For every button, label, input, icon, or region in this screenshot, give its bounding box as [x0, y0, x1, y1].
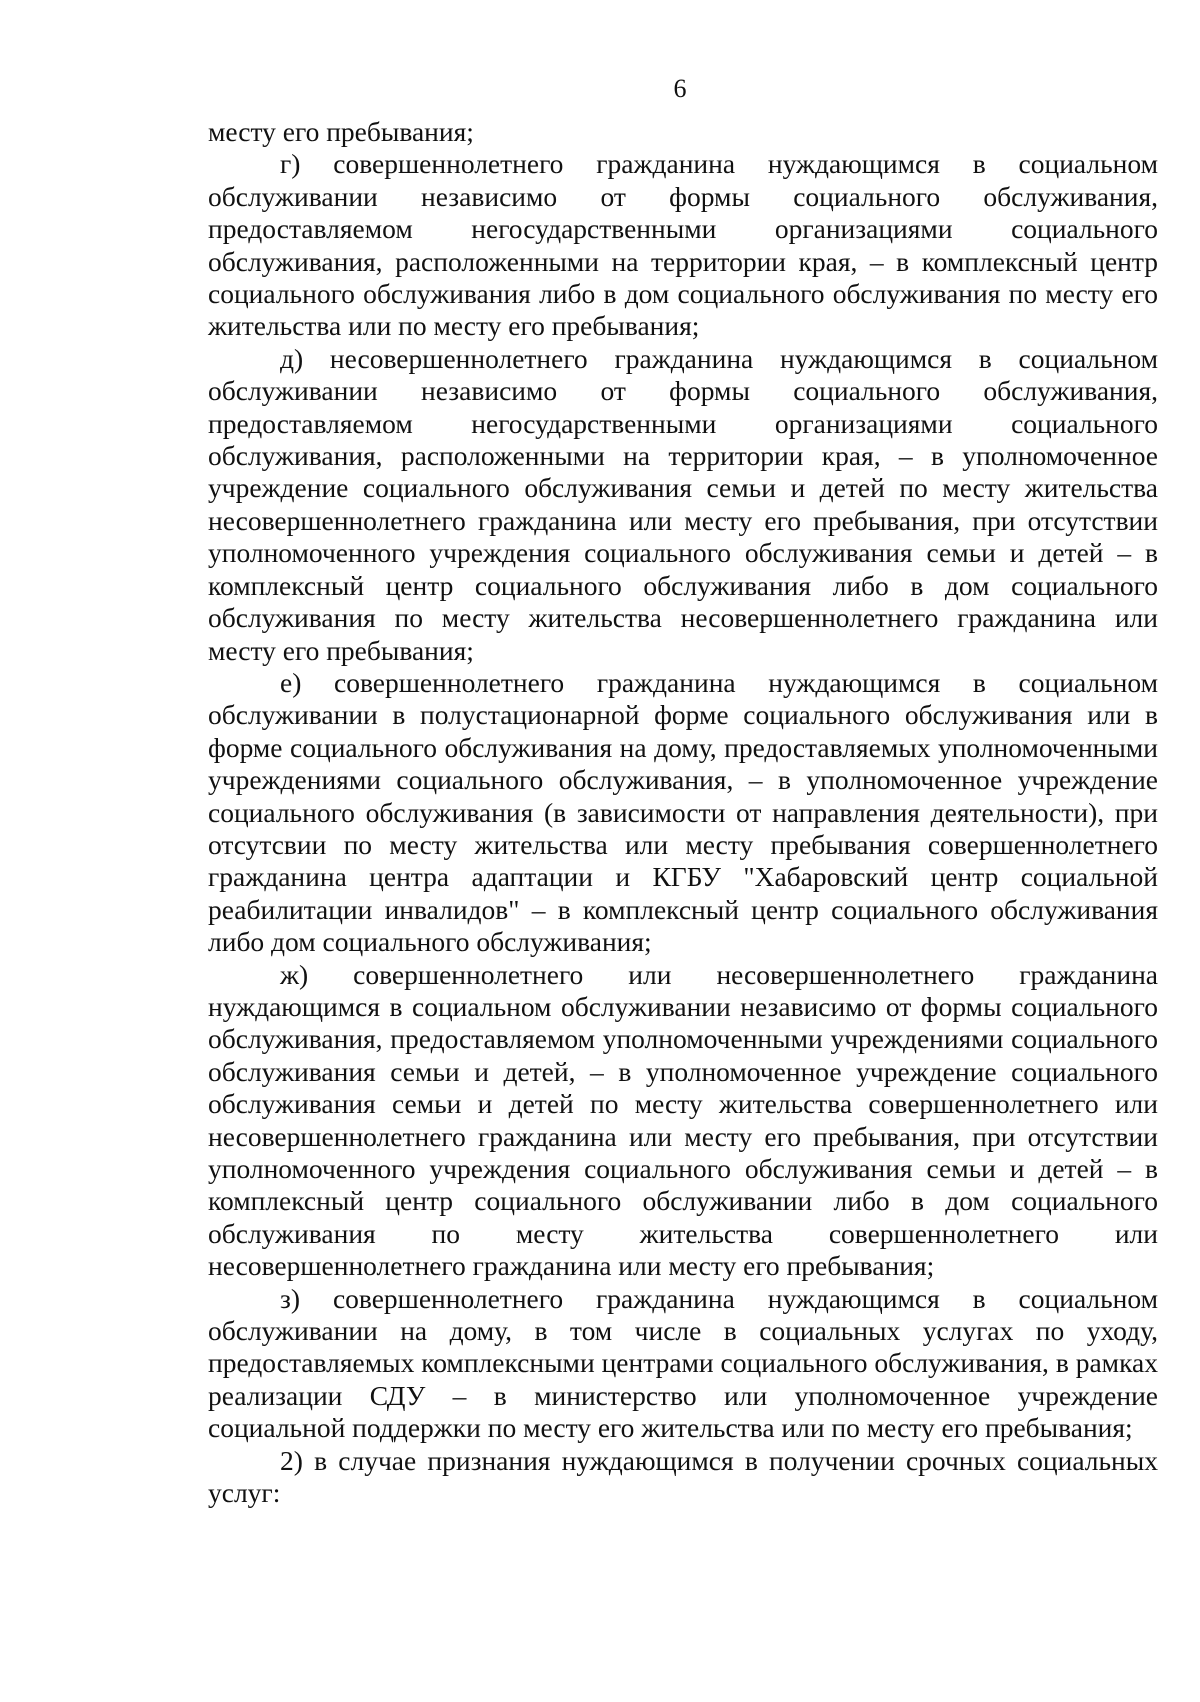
paragraph-item-z: з) совершеннолетнего гражданина нуждающимся в социальном обслуживании на дому, в том числе в социальных услугах по уходу, предоставляемых комплексными центрами социального обслуживания, в рамках реализации СДУ – в министерство или уполномоченное учреждение социальной поддержки по месту его жительства или по месту его пребывания; [208, 1282, 1158, 1444]
paragraph-item-e: е) совершеннолетнего гражданина нуждающимся в социальном обслуживании в полустационарной форме социального обслуживания или в форме социального обслуживания на дому, предоставляемых уполномоченными учреждениями социального обслуживания, – в уполномоченное учреждение социального обслуживания (в зависимости от направления деятельности), при отсутсвии по месту жительства или месту пребывания совершеннолетнего гражданина центра адаптации и КГБУ "Хабаровский центр социальной реабилитации инвалидов" – в комплексный центр социального обслуживания либо дом социального обслуживания; [208, 666, 1158, 958]
document-body [208, 116, 1158, 1509]
page-number: 6 [673, 74, 687, 103]
paragraph-continuation: месту его пребывания; [208, 116, 474, 147]
paragraph-item-d: д) несовершеннолетнего гражданина нуждающимся в социальном обслуживании независимо от формы социального обслуживания, предоставляемом негосударственными организациями социального обслуживания, расположенными на территории края, – в уполномоченное учреждение социального обслуживания семьи и детей по месту жительства несовершеннолетнего гражданина или месту его пребывания, при отсутствии уполномоченного учреждения социального обслуживания семьи и детей – в комплексный центр социального обслуживания либо в дом социального обслуживания по месту жительства несовершеннолетнего гражданина или месту его пребывания; [208, 342, 1158, 666]
paragraph-item-g: г) совершеннолетнего гражданина нуждающимся в социальном обслуживании независимо от формы социального обслуживания, предоставляемом негосударственными организациями социального обслуживания, расположенными на территории края, – в комплексный центр социального обслуживания либо в дом социального обслуживания по месту его жительства или по месту его пребывания; [208, 148, 1158, 342]
paragraph-item-2: 2) в случае признания нуждающимся в получении срочных социальных услуг: [208, 1444, 1158, 1509]
paragraph-item-zh: ж) совершеннолетнего или несовершеннолетнего гражданина нуждающимся в социальном обслуживании независимо от формы социального обслуживания, предоставляемом уполномоченными учреждениями социального обслуживания семьи и детей, – в уполномоченное учреждение социального обслуживания семьи и детей по месту жительства совершеннолетнего или несовершеннолетнего гражданина или месту его пребывания, при отсутствии уполномоченного учреждения социального обслуживания семьи и детей – в комплексный центр социального обслуживании либо в дом социального обслуживания по месту жительства совершеннолетнего или несовершеннолетнего гражданина или месту его пребывания; [208, 958, 1158, 1282]
